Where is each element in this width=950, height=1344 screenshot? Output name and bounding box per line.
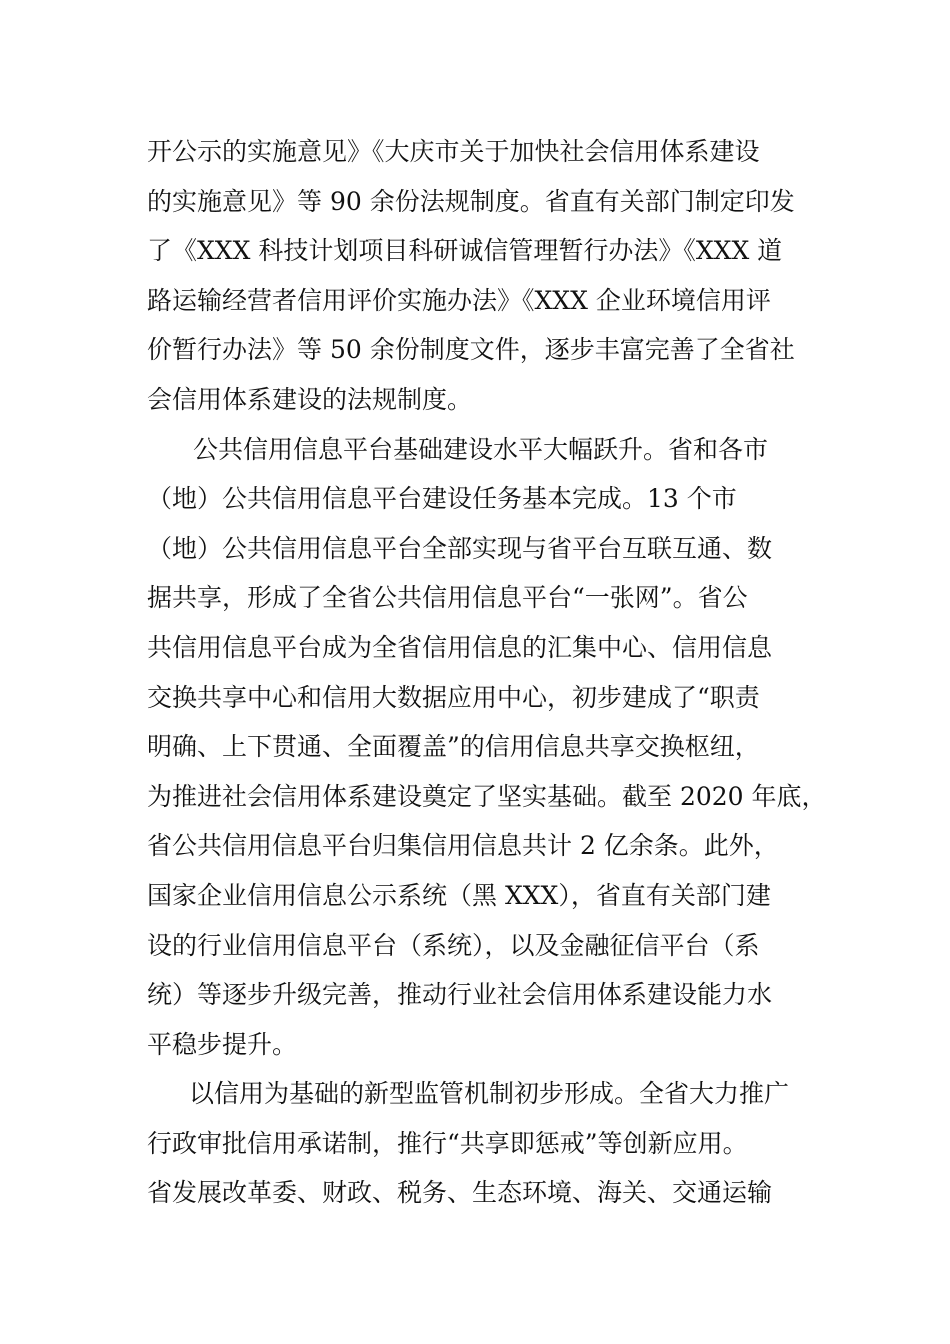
- paragraph-start-line: 公共信用信息平台基础建设水平大幅跃升。省和各市: [193, 434, 769, 464]
- text-line: 会信用体系建设的法规制度。: [147, 384, 473, 414]
- text-line: 路运输经营者信用评价实施办法》《XXX 企业环境信用评: [147, 285, 771, 315]
- text-line: 设的行业信用信息平台（系统），以及金融征信平台（系: [147, 930, 760, 960]
- text-line: 了《XXX 科技计划项目科研诚信管理暂行办法》《XXX 道: [147, 236, 783, 266]
- text-line: 明确、上下贯通、全面覆盖”的信用信息共享交换枢纽，: [147, 732, 760, 762]
- text-line: 据共享，形成了全省公共信用信息平台“一张网”。省公: [147, 583, 748, 613]
- text-line: （地）公共信用信息平台建设任务基本完成。13 个市: [147, 484, 737, 514]
- text-line: 价暂行办法》等 50 余份制度文件，逐步丰富完善了全省社: [147, 335, 795, 365]
- text-line: （地）公共信用信息平台全部实现与省平台互联互通、数: [147, 533, 773, 563]
- paragraph-start-line: 以信用为基础的新型监管机制初步形成。全省大力推广: [189, 1079, 790, 1109]
- text-line: 省发展改革委、财政、税务、生态环境、海关、交通运输: [147, 1178, 773, 1208]
- text-line: 省公共信用信息平台归集信用信息共计 2 亿余条。此外，: [147, 831, 779, 861]
- text-line: 国家企业信用信息公示系统（黑 XXX），省直有关部门建: [147, 880, 771, 910]
- text-line: 开公示的实施意见》《大庆市关于加快社会信用体系建设: [147, 137, 760, 166]
- text-line: 统）等逐步升级完善，推动行业社会信用体系建设能力水: [147, 980, 773, 1010]
- text-line: 行政审批信用承诺制，推行“共享即惩戒”等创新应用。: [147, 1128, 748, 1158]
- body-text: [147, 127, 827, 1218]
- text-line: 的实施意见》等 90 余份法规制度。省直有关部门制定印发: [147, 186, 795, 216]
- text-line: 平稳步提升。: [147, 1029, 298, 1059]
- text-line: 交换共享中心和信用大数据应用中心，初步建成了“职责: [147, 682, 760, 712]
- text-line: 共信用信息平台成为全省信用信息的汇集中心、信用信息: [147, 632, 773, 662]
- text-line: 为推进社会信用体系建设奠定了坚实基础。截至 2020 年底，: [147, 781, 827, 811]
